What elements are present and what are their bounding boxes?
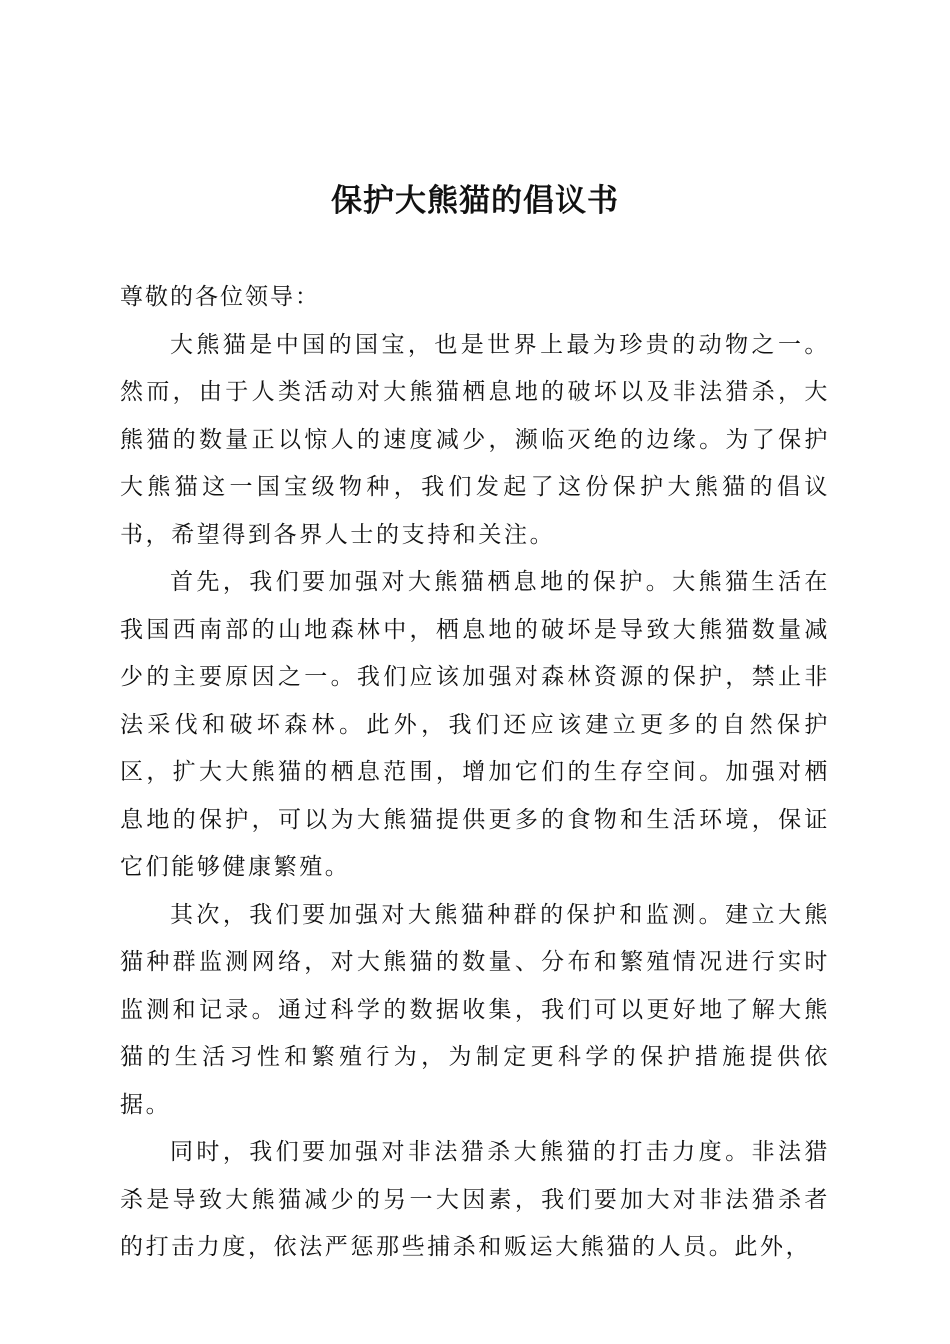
- salutation: 尊敬的各位领导：: [120, 284, 320, 310]
- document-body: [120, 274, 830, 1272]
- document-title: 保护大熊猫的倡议书: [331, 183, 619, 219]
- paragraph-monitoring: 其次，我们要加强对大熊猫种群的保护和监测。建立大熊猫种群监测网络，对大熊猫的数量、分布和繁殖情况进行实时监测和记录。通过科学的数据收集，我们可以更好地了解大熊猫的生活习性和繁殖行为，为制定更科学的保护措施提供依据。: [120, 901, 830, 1118]
- paragraph-poaching: 同时，我们要加强对非法猎杀大熊猫的打击力度。非法猎杀是导致大熊猫减少的另一大因素，我们要加大对非法猎杀者的打击力度，依法严惩那些捕杀和贩运大熊猫的人员。此外，: [120, 1139, 830, 1260]
- paragraph-intro: 大熊猫是中国的国宝，也是世界上最为珍贵的动物之一。然而，由于人类活动对大熊猫栖息地的破坏以及非法猎杀，大熊猫的数量正以惊人的速度减少，濒临灭绝的边缘。为了保护大熊猫这一国宝级物种，我们发起了这份保护大熊猫的倡议书，希望得到各界人士的支持和关注。: [120, 331, 830, 548]
- paragraph-habitat: 首先，我们要加强对大熊猫栖息地的保护。大熊猫生活在我国西南部的山地森林中，栖息地的破坏是导致大熊猫数量减少的主要原因之一。我们应该加强对森林资源的保护，禁止非法采伐和破坏森林。此外，我们还应该建立更多的自然保护区，扩大大熊猫的栖息范围，增加它们的生存空间。加强对栖息地的保护，可以为大熊猫提供更多的食物和生活环境，保证它们能够健康繁殖。: [120, 569, 830, 880]
